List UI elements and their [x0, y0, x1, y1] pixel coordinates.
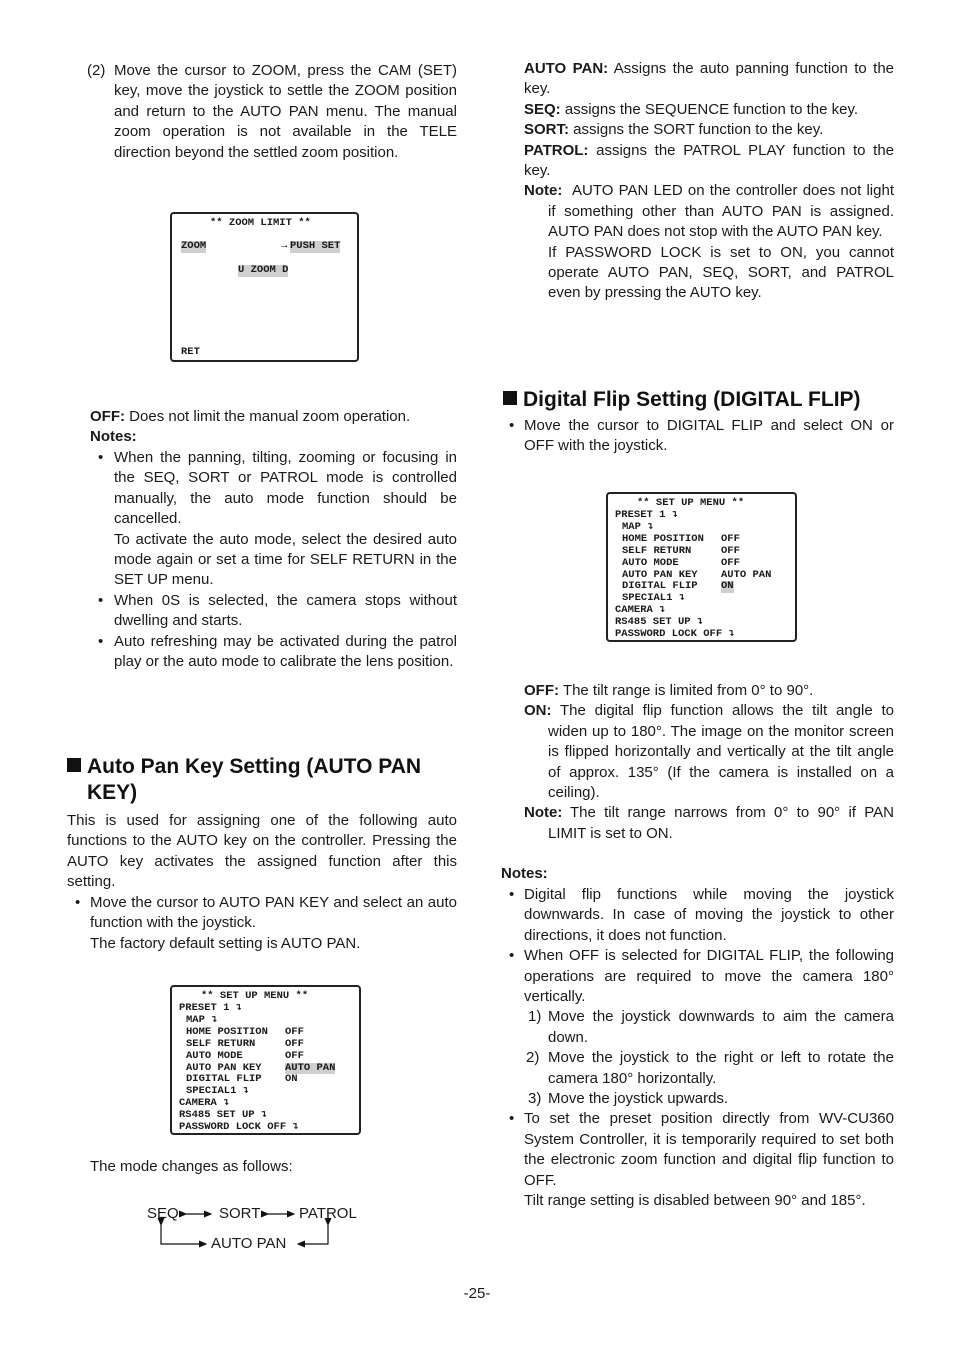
flow-patrol: PATROL — [299, 1205, 357, 1222]
bullet: • — [509, 886, 515, 903]
notes-label: Notes: — [90, 428, 137, 445]
screen-title: ** SET UP MENU ** — [637, 497, 745, 509]
push-set-item: PUSH SET — [290, 240, 341, 252]
auto-function-definitions — [524, 59, 894, 304]
menu-row-label: RS485 SET UP ↴ — [179, 1109, 268, 1122]
menu-row-label: DIGITAL FLIP — [622, 580, 698, 593]
menu-row-label: CAMERA ↴ — [615, 604, 666, 617]
menu-row-value: OFF — [285, 1037, 304, 1050]
bullet: • — [509, 1110, 515, 1128]
menu-row-label: CAMERA ↴ — [179, 1097, 230, 1110]
menu-row-label: SELF RETURN — [186, 1037, 256, 1050]
ret-item: RET — [181, 346, 200, 358]
bullet: • — [98, 632, 104, 650]
menu-row-value: ON — [285, 1073, 298, 1086]
screen-title: ** ZOOM LIMIT ** — [210, 217, 311, 229]
screen-title: ** SET UP MENU ** — [201, 990, 309, 1002]
digital-flip-bullet: • Move the cursor to DIGITAL FLIP and select ON or OFF with the joystick. — [509, 417, 894, 455]
menu-row-label: MAP ↴ — [622, 520, 654, 533]
menu-row-value: ON — [721, 580, 734, 593]
menu-row-value: OFF — [721, 556, 740, 569]
menu-row-label: HOME POSITION — [186, 1025, 268, 1038]
notes-label: Notes: — [501, 865, 548, 882]
menu-row-value: OFF — [285, 1049, 304, 1062]
auto-pan-intro: This is used for assigning one of the following auto functions to the AUTO key on the controller. Pressing the AUTO key activates the assigned function after this setting. — [67, 812, 457, 891]
menu-row-label: AUTO MODE — [622, 556, 679, 569]
bullet: • — [98, 449, 104, 466]
bullet: • — [98, 591, 104, 609]
bullet: • — [509, 947, 515, 965]
menu-row-label: PRESET 1 ↴ — [615, 509, 679, 521]
zoom-item: ZOOM — [181, 240, 207, 252]
zoom-limit-screen — [170, 212, 359, 362]
note-password-lock: If PASSWORD LOCK is set to ON, you cannot operate AUTO PAN, SEQ, SORT, and PATROL even by pressing the AUTO key. — [548, 243, 894, 302]
tilt-range-disabled: Tilt range setting is disabled between 90° and 185°. — [524, 1192, 866, 1210]
menu-row-label: PRESET 1 ↴ — [179, 1002, 243, 1014]
definition-patrol: PATROL: assigns the PATROL PLAY function to the key. — [524, 141, 894, 180]
step-item: 2) Move the joystick to the right or left to rotate the camera 180° horizontally. — [526, 1049, 894, 1087]
right-notes — [509, 885, 894, 1212]
square-bullet-icon — [67, 758, 81, 772]
list-item: • When 0S is selected, the camera stops without dwelling and starts. — [98, 591, 457, 630]
definition-seq: SEQ: assigns the SEQUENCE function to the key. — [524, 100, 859, 118]
list-item: • To set the preset position directly from WV-CU360 System Controller, it is temporarily required to set both the electronic zoom function and digital flip function to OFF. Tilt range setting is disabled between 90° and 185°. — [509, 1109, 894, 1211]
definition-sort: SORT: assigns the SORT function to the key. — [524, 121, 824, 139]
step-2 — [87, 61, 457, 163]
menu-row-label: DIGITAL FLIP — [186, 1073, 262, 1086]
menu-row-value: AUTO PAN — [721, 568, 772, 581]
definition-off: OFF: The tilt range is limited from 0° to 90°. — [524, 682, 814, 699]
flow-seq: SEQ — [147, 1205, 179, 1222]
off-text: Does not limit the manual zoom operation. — [129, 408, 411, 425]
menu-row-value: OFF — [285, 1025, 304, 1038]
auto-pan-bullet: • Move the cursor to AUTO PAN KEY and select an auto function with the joystick. The factory default setting is AUTO PAN. — [75, 893, 457, 954]
menu-row-label: AUTO PAN KEY — [622, 568, 698, 581]
menu-row-label: AUTO PAN KEY — [186, 1061, 262, 1074]
flow-sort: SORT — [219, 1205, 261, 1222]
setup-menu-screen-digital-flip — [606, 492, 797, 642]
digital-flip-definitions — [524, 681, 894, 844]
u-zoom-d-item: U ZOOM D — [238, 264, 289, 276]
menu-row-label: SPECIAL1 ↴ — [186, 1085, 250, 1098]
note-auto-pan-led: Note: AUTO PAN LED on the controller does not light if something other than AUTO PAN is assigned. AUTO PAN does not stop with the AUTO PAN key. If PASSWORD LOCK is set to ON, you cannot operate AUTO PAN, SEQ, SORT, and PATROL even by pressing the AUTO key. — [524, 181, 894, 303]
square-bullet-icon — [503, 391, 517, 405]
menu-row-value: OFF — [721, 544, 740, 557]
menu-row-label: RS485 SET UP ↴ — [615, 616, 704, 629]
menu-row-value: AUTO PAN — [285, 1061, 336, 1074]
list-item-continuation: To activate the auto mode, select the desired auto mode again or set a time for SELF RETURN in the SET UP menu. — [114, 530, 457, 589]
definition-on: ON: The digital flip function allows the tilt angle to widen up to 180°. The image on the monitor screen is flipped horizontally and vertically at the tilt angle of approx. 135° (If the camera is installed on a ceiling). — [524, 702, 894, 802]
digital-flip-heading: Digital Flip Setting (DIGITAL FLIP) — [503, 387, 903, 413]
bullet: • — [75, 894, 81, 911]
step-number: (2) — [87, 62, 106, 79]
menu-row-label: HOME POSITION — [622, 532, 704, 545]
off-label: OFF: — [90, 408, 125, 425]
definition-auto-pan: AUTO PAN: Assigns the auto panning function to the key. — [524, 60, 895, 98]
off-definition — [90, 407, 457, 427]
page-number: -25- — [463, 1285, 491, 1302]
list-item: • Auto refreshing may be activated during the patrol play or the auto mode to calibrate the lens position. — [98, 632, 457, 671]
menu-row-label: SPECIAL1 ↴ — [622, 592, 686, 605]
list-item: • When OFF is selected for DIGITAL FLIP, the following operations are required to move the camera 180° vertically. — [509, 947, 894, 1006]
default-setting: The factory default setting is AUTO PAN. — [90, 934, 361, 952]
arrow-icon: → — [281, 240, 288, 252]
step-item: 3) Move the joystick upwards. — [528, 1090, 729, 1108]
menu-row-label: AUTO MODE — [186, 1049, 243, 1062]
menu-row-label: PASSWORD LOCK OFF ↴ — [179, 1121, 299, 1133]
step-item: 1) Move the joystick downwards to aim the camera down. — [528, 1008, 894, 1046]
note-tilt-range: Note: The tilt range narrows from 0° to 90° if PAN LIMIT is set to ON. — [524, 804, 894, 842]
left-notes — [98, 448, 457, 672]
mode-changes-text: The mode changes as follows: — [90, 1158, 293, 1175]
menu-row-label: MAP ↴ — [186, 1013, 218, 1026]
auto-pan-key-heading: Auto Pan Key Setting (AUTO PAN KEY) — [67, 754, 457, 806]
setup-menu-screen-auto-pan — [170, 985, 361, 1135]
flow-auto-pan: AUTO PAN — [211, 1235, 287, 1252]
note-label: Note: — [524, 182, 563, 200]
step-text: Move the cursor to ZOOM, press the CAM (SET) key, move the joystick to settle the ZOOM position and return to the AUTO PAN menu. The manual zoom operation is not available in the TELE direction beyond the settled zoom position. — [114, 62, 457, 161]
list-item: • Digital flip functions while moving the joystick downwards. In case of moving the joystick to other directions, it does not function. — [509, 886, 894, 944]
menu-row-value: OFF — [721, 532, 740, 545]
menu-row-label: SELF RETURN — [622, 544, 692, 557]
menu-row-label: PASSWORD LOCK OFF ↴ — [615, 628, 735, 640]
bullet: • — [509, 417, 515, 434]
mode-flow-diagram — [140, 1203, 380, 1263]
list-item: • When the panning, tilting, zooming or focusing in the SEQ, SORT or PATROL mode is controlled manually, the auto mode function should be cancelled. — [98, 449, 457, 528]
